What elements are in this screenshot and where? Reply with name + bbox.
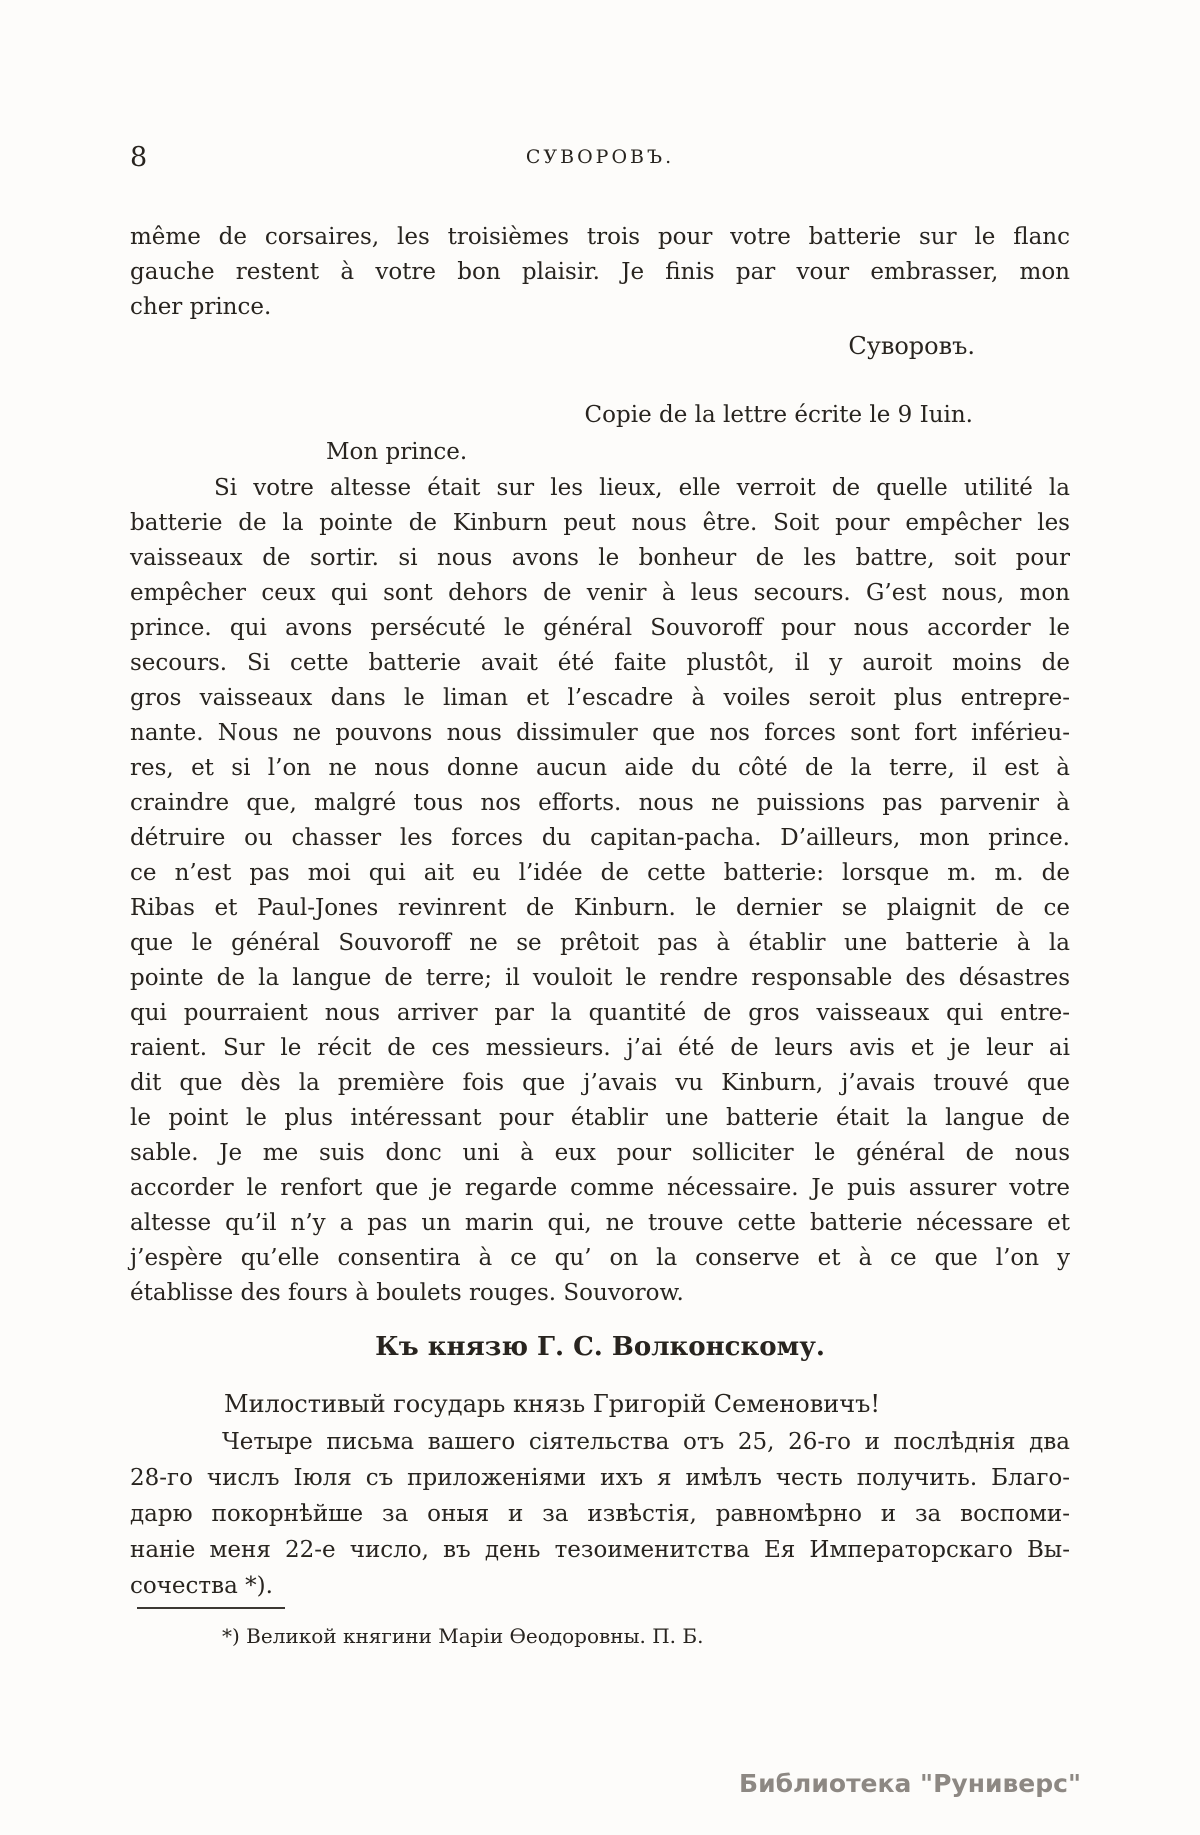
text-line: gauche restent à votre bon plaisir. Je finis par vour embrasser, mon bbox=[130, 259, 1070, 285]
text-line: Ribas et Paul-Jones revinrent de Kinburn. le dernier se plaignit de ce bbox=[130, 895, 1070, 921]
letter-copy-caption: Copie de la lettre écrite le 9 Iuin. bbox=[584, 402, 973, 428]
russian-letter-body bbox=[130, 1424, 1070, 1604]
text-line: batterie de la pointe de Kinburn peut nous être. Soit pour empêcher les bbox=[130, 510, 1070, 536]
text-line: sable. Je me suis donc uni à eux pour solliciter le général de nous bbox=[130, 1140, 1070, 1166]
library-watermark: Библиотека "Руниверс" bbox=[739, 1769, 1081, 1798]
russian-letter-salutation: Милостивый государь князь Григорій Семеновичъ! bbox=[224, 1390, 880, 1418]
text-line: nante. Nous ne pouvons nous dissimuler que nos forces sont fort inférieu- bbox=[130, 720, 1070, 746]
text-line: le point le plus intéressant pour établir une batterie était la langue de bbox=[130, 1105, 1070, 1131]
text-line: res, et si l’on ne nous donne aucun aide du côté de la terre, il est à bbox=[130, 755, 1070, 781]
page-header bbox=[130, 143, 1070, 173]
running-title: СУВОРОВЪ. bbox=[525, 146, 675, 168]
text-line: дарю покорнѣйше за оныя и за извѣстія, равномѣрно и за воспоми- bbox=[130, 1501, 1070, 1527]
text-line: craindre que, malgré tous nos efforts. nous ne puissions pas parvenir à bbox=[130, 790, 1070, 816]
text-line: Si votre altesse était sur les lieux, elle verroit de quelle utilité la bbox=[214, 475, 1070, 501]
page-number: 8 bbox=[130, 142, 148, 173]
text-line: Четыре письма вашего сіятельства отъ 25, 26-го и послѣднія два bbox=[222, 1429, 1070, 1455]
letter-salutation: Mon prince. bbox=[326, 439, 468, 465]
text-line: accorder le renfort que je regarde comme nécessaire. Je puis assurer votre bbox=[130, 1175, 1070, 1201]
text-line: établisse des fours à boulets rouges. Souvorow. bbox=[130, 1280, 684, 1306]
text-line: vaisseaux de sortir. si nous avons le bonheur de les battre, soit pour bbox=[130, 545, 1070, 571]
footnote-text: *) Великой княгини Маріи Ѳеодоровны. П. Б. bbox=[222, 1624, 704, 1648]
text-line: prince. qui avons persécuté le général Souvoroff pour nous accorder le bbox=[130, 615, 1070, 641]
text-line: altesse qu’il n’y a pas un marin qui, ne trouve cette batterie nécessare et bbox=[130, 1210, 1070, 1236]
text-line: qui pourraient nous arriver par la quantité de gros vaisseaux qui entre- bbox=[130, 1000, 1070, 1026]
french-letter-body bbox=[130, 471, 1070, 1311]
footnote-divider bbox=[137, 1607, 285, 1609]
french-continuation-paragraph bbox=[130, 220, 1070, 325]
text-line: dit que dès la première fois que j’avais vu Kinburn, j’avais trouvé que bbox=[130, 1070, 1070, 1096]
text-line: détruire ou chasser les forces du capitan-pacha. D’ailleurs, mon prince. bbox=[130, 825, 1070, 851]
text-line: наніе меня 22-е число, въ день тезоименитства Ея Императорскаго Вы- bbox=[130, 1537, 1070, 1563]
text-line: cher prince. bbox=[130, 294, 272, 320]
signature-suvorov: Суворовъ. bbox=[848, 332, 975, 360]
text-line: сочества *). bbox=[130, 1573, 273, 1599]
text-line: ce n’est pas moi qui ait eu l’idée de cette batterie: lorsque m. m. de bbox=[130, 860, 1070, 886]
text-line: j’espère qu’elle consentira à ce qu’ on la conserve et à ce que l’on y bbox=[130, 1245, 1070, 1271]
text-line: même de corsaires, les troisièmes trois pour votre batterie sur le flanc bbox=[130, 224, 1070, 250]
text-line: 28-го числъ Іюля съ приложеніями ихъ я имѣлъ честь получить. Благо- bbox=[130, 1465, 1070, 1491]
text-line: secours. Si cette batterie avait été faite plustôt, il y auroit moins de bbox=[130, 650, 1070, 676]
text-line: raient. Sur le récit de ces messieurs. j’ai été de leurs avis et je leur ai bbox=[130, 1035, 1070, 1061]
text-line: empêcher ceux qui sont dehors de venir à leus secours. G’est nous, mon bbox=[130, 580, 1070, 606]
text-line: que le général Souvoroff ne se prêtoit pas à établir une batterie à la bbox=[130, 930, 1070, 956]
text-line: pointe de la langue de terre; il vouloit le rendre responsable des désastres bbox=[130, 965, 1070, 991]
text-line: gros vaisseaux dans le liman et l’escadre à voiles seroit plus entrepre- bbox=[130, 685, 1070, 711]
russian-letter-heading: Къ князю Г. С. Волконскому. bbox=[375, 1332, 825, 1362]
